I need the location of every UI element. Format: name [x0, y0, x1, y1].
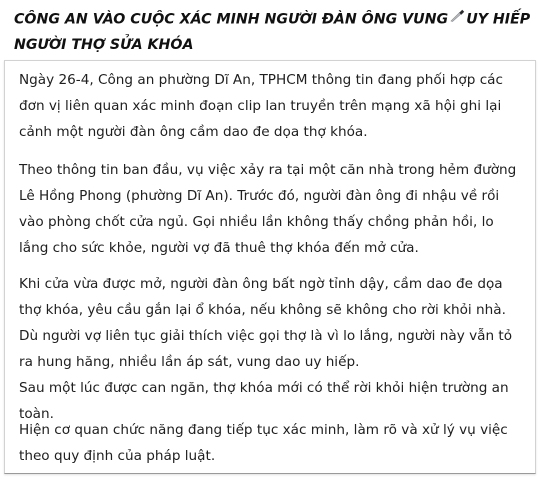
article-paragraph: Ngày 26-4, Công an phường Dĩ An, TPHCM thông tin đang phối hợp các đơn vị liên quan xác minh đoạn clip lan truyền trên mạng xã hội ghi lại cảnh một người đàn ông cầm dao đe dọa thợ khóa. [19, 72, 503, 140]
article-paragraph: Sau một lúc được can ngăn, thợ khóa mới có thể rời khỏi hiện trường an toàn. [19, 380, 509, 422]
article-paragraph: Theo thông tin ban đầu, vụ việc xảy ra tại một căn nhà trong hẻm đường Lê Hồng Phong (phường Dĩ An). Trước đó, người đàn ông đi nhậu về rồi vào phòng chốt cửa ngủ. Gọi nhiều lần không thấy chồng phản hồi, lo lắng cho sức khỏe, người vợ đã thuê thợ khóa đến mở cửa. [19, 162, 517, 256]
article-title [14, 6, 534, 57]
article-paragraph: Khi cửa vừa được mở, người đàn ông bất ngờ tỉnh dậy, cầm dao đe dọa thợ khóa, yêu cầu gắn lại ổ khóa, nếu không sẽ không cho rời khỏi nhà. Dù người vợ liên tục giải thích việc gọi thợ là vì lo lắng, người này vẫn tỏ ra hung hăng, nhiều lần áp sát, vung dao uy hiếp. [19, 276, 513, 370]
article-paragraph: Hiện cơ quan chức năng đang tiếp tục xác minh, làm rõ và xử lý vụ việc theo quy định của pháp luật. [19, 422, 508, 464]
article-title-part2: UY HIẾP NGƯỜI THỢ SỬA KHÓA [14, 11, 531, 53]
article-body [4, 60, 536, 474]
knife-icon [450, 6, 465, 30]
article-title-part1: CÔNG AN VÀO CUỘC XÁC MINH NGƯỜI ĐÀN ÔNG VUNG [14, 11, 449, 28]
